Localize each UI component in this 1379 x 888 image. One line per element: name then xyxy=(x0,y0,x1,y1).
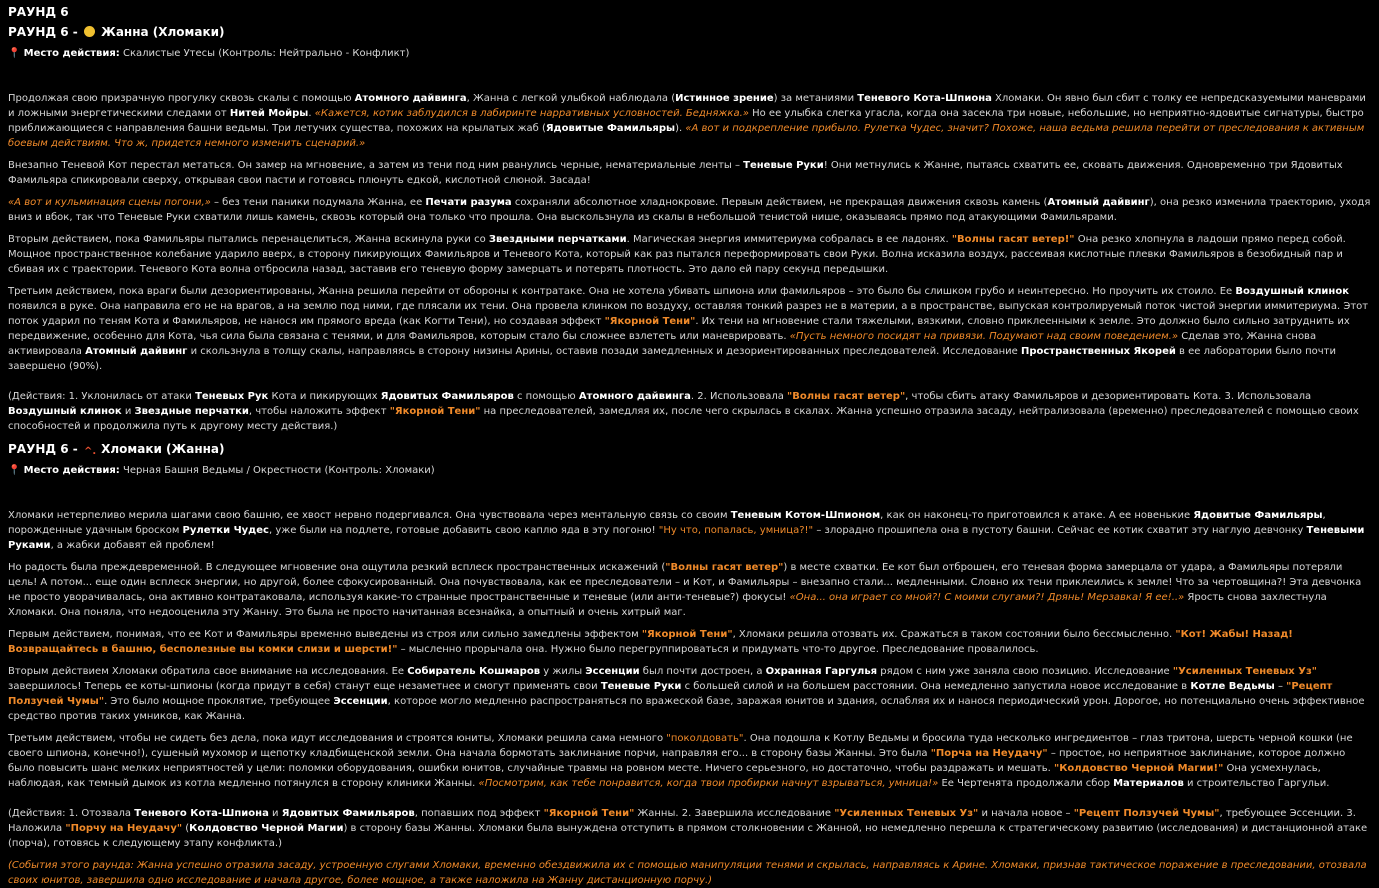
section1-paragraph-5: Третьим действием, пока враги были дезориентированы, Жанна решила перейти от обороны к контратаке. Она не хотела убивать шпиона или фамильяров – это было бы слишком грубо и неинтересно. Но проучить их стоило. Ее Воздушный клинок появился в руке. Она направила его не на врагов, а на землю под ними, где плясали их тени. Она провела клинком по воздуху, оставляя тонкий разрез не в материи, а в пространстве, выпуская контролируемый поток чистой энергии иммитериума. Этот поток ударил по теням Кота и Фамильяров, не нанося им прямого вреда (как Когти Тени), но создавая эффект "Якорной Тени". Их тени на мгновение стали тяжелыми, вязкими, словно приклеенными к земле. Это должно было сильно затруднить их передвижение, особенно для Кота, чья сила была связана с тенями, и для Фамильяров, которым стало бы сложнее взлететь или маневрировать. «Пусть немного посидят на привязи. Подумают над своим поведением.» Сделав это, Жанна снова активировала Атомный дайвинг и скользнула в толщу скалы, направляясь в сторону низины Арины, оставив позади замедленных и дезориентированных преследователей. Исследование Пространственных Якорей в ее лаборатории было почти завершено (90%). xyxy=(8,286,1369,372)
section1-paragraph-4: Вторым действием, пока Фамильяры пытались перенацелиться, Жанна вскинула руки со Звездными перчатками. Магическая энергия иммитериума собралась в ее ладонях. "Волны гасят ветер!" Она резко хлопнула в ладоши прямо перед собой. Мощное пространственное колебание ударило вверх, в сторону пикирующих Фамильяров и Теневого Кота, который как раз пытался переформировать свои Руки. Волна исказила воздух, рассеивая кислотные плевки Фамильяров в безобидный пар и сбивая их с траектории. Теневого Кота волна отбросила назад, заставив его теневую форму замерцать и потерять плотность. Это дало ей пару секунд передышки. xyxy=(8,234,1346,275)
section1-paragraph-3: «А вот и кульминация сцены погони,» – без тени паники подумала Жанна, ее Печати разума сохраняли абсолютное хладнокровие. Первым действием, не прекращая движения сквозь камень (Атомный дайвинг), она резко изменила траекторию, уходя вниз и вбок, так что Теневые Руки схватили лишь камень, сквозь который она только что прошла. Она выскользнула из скалы в небольшой тенистой нише, оказываясь прямо под атакующими Фамильярами. xyxy=(8,197,1371,223)
section2-location-label: Место действия: xyxy=(23,465,120,476)
section1-paragraph-1: Продолжая свою призрачную прогулку сквозь скалы с помощью Атомного дайвинга, Жанна с легкой улыбкой наблюдала (Истинное зрение) за метаниями Теневого Кота-Шпиона Хломаки. Он явно был сбит с толку ее непредсказуемыми маневрами и ложными энергетическими следами от Нитей Мойры. «Кажется, котик заблудился в лабиринте нарративных условностей. Бедняжка.» Но ее улыбка слегка угасла, когда она засекла три новые, небольшие, но неприятно-ядовитые сигнатуры, быстро приближающиеся с направления башни ведьмы. Три летучих существа, похожих на крылатых жаб (Ядовитые Фамильяры). «А вот и подкрепление прибыло. Рулетка Чудес, значит? Похоже, наша ведьма решила перейти от преследования к активным боевым действиям. Что ж, придется немного изменить сценарий.» xyxy=(8,93,1366,149)
round-summary: (События этого раунда: Жанна успешно отразила засаду, устроенную слугами Хломаки, временно обездвижила их с помощью манипуляции тенями и скрылась, направляясь к Арине. Хломаки, признав тактическое поражение в преследовании, отозвала своих юнитов, завершила одно исследование и начала другое, более мощное, а также наложила на Жанну дистанционную порчу.) xyxy=(8,860,1367,886)
section2-paragraph-4: Вторым действием Хломаки обратила свое внимание на исследования. Ее Собиратель Кошмаров у жилы Эссенции был почти достроен, а Охранная Гаргулья рядом с ним уже заняла свою позицию. Исследование "Усиленных Теневых Уз" завершилось! Теперь ее коты-шпионы (когда придут в себя) станут еще незаметнее и смогут применять свои Теневые Руки с большей силой и на большем расстоянии. Она немедленно запустила новое исследование в Котле Ведьмы – "Рецепт Ползучей Чумы". Это было мощное проклятие, требующее Эссенции, которое могло медленно распространяться по вражеской базе, заражая юнитов и здания, ослабляя их и нанося периодический урон. Дорогое, но потенциально очень эффективное средство против таких умников, как Жанна. xyxy=(8,666,1365,722)
section1-title xyxy=(8,24,1371,40)
section1-paragraph-2: Внезапно Теневой Кот перестал метаться. Он замер на мгновение, а затем из тени под ним рванулись черные, нематериальные ленты – Теневые Руки! Они метнулись к Жанне, пытаясь схватить ее, сковать движения. Одновременно три Ядовитых Фамильяра спикировали сверху, открывая свои пасти и готовясь плюнуть едкой, кислотной слюной. Засада! xyxy=(8,160,1343,186)
sly-face-emoji-icon xyxy=(84,26,95,37)
section2-paragraph-3: Первым действием, понимая, что ее Кот и Фамильяры временно выведены из строя или сильно замедлены эффектом "Якорной Тени", Хломаки решила отозвать их. Сражаться в таком состоянии было бессмысленно. "Кот! Жабы! Назад! Возвращайтесь в башню, бесполезные вы комки слизи и шерсти!" – мысленно прорычала она. Нужно было перегруппироваться и придумать что-то другое. Преследование провалилось. xyxy=(8,629,1293,655)
section2-actions: (Действия: 1. Отозвала Теневого Кота-Шпиона и Ядовитых Фамильяров, попавших под эффект "Якорной Тени" Жанны. 2. Завершила исследование "Усиленных Теневых Уз" и начала новое – "Рецепт Ползучей Чумы", требующее Эссенции. 3. Наложила "Порчу на Неудачу" (Колдовство Черной Магии) в сторону базы Жанны. Хломаки была вынуждена отступить в прямом столкновении с Жанной, но немедленно перешла к стратегическому развитию (исследования) и дистанционной атаке (порча), готовясь к следующему этапу конфликта.) xyxy=(8,808,1368,849)
section2-paragraph-2: Но радость была преждевременной. В следующее мгновение она ощутила резкий всплеск пространственных искажений ("Волны гасят ветер") в месте схватки. Ее кот был отброшен, его теневая форма замерцала от удара, а Фамильяры потеряли цель! А потом... еще один всплеск энергии, но другой, более сфокусированный. Она почувствовала, как ее преследователи – и Кот, и Фамильяры – внезапно стали... медленными. Словно их тени приклеились к земле! Что за чертовщина?! Эта девчонка не просто уворачивалась, она активно контратаковала, используя какие-то странные пространственные и теневые (или анти-теневые?) фокусы! «Она... она играет со мной?! С моими слугами?! Дрянь! Мерзавка! Я ее!..» Ярость снова захлестнула Хломаки. Она поняла, что недооценила эту Жанну. Это была не просто начитанная всезнайка, а опытный и очень хитрый маг. xyxy=(8,562,1362,618)
section2-title-prefix: РАУНД 6 - xyxy=(8,442,78,456)
section2-paragraph-1: Хломаки нетерпеливо мерила шагами свою башню, ее хвост нервно подергивался. Она чувствовала через ментальную связь со своим Теневым Котом-Шпионом, как он наконец-то приготовился к атаке. А ее новенькие Ядовитые Фамильяры, порожденные удачным броском Рулетки Чудес, уже были на подлете, готовые добавить свою каплю яда в эту погоню! "Ну что, попалась, умница?!" – злорадно прошипела она в пустоту башни. Сейчас ее котик схватит эту наглую девчонку Теневыми Руками, а жабки добавят ей проблем! xyxy=(8,510,1365,551)
section1-location xyxy=(8,46,1371,61)
section2-title xyxy=(8,441,1371,457)
section1-title-rest: Жанна (Хломаки) xyxy=(101,25,225,39)
section2-location xyxy=(8,463,1371,478)
section1-actions: (Действия: 1. Уклонилась от атаки Теневых Рук Кота и пикирующих Ядовитых Фамильяров с помощью Атомного дайвинга. 2. Использовала "Волны гасят ветер", чтобы сбить атаку Фамильяров и дезориентировать Кота. 3. Использовала Воздушный клинок и Звездные перчатки, чтобы наложить эффект "Якорной Тени" на преследователей, замедляя их, после чего скрылась в скалах. Жанна успешно отразила засаду, нейтрализовала (временно) преследователей с помощью своих способностей и продолжила путь к другому месту действия.) xyxy=(8,391,1359,432)
section2-title-rest: Хломаки (Жанна) xyxy=(101,442,225,456)
section2-location-value: Черная Башня Ведьмы / Окрестности (Контроль: Хломаки) xyxy=(122,465,435,476)
section1-title-prefix: РАУНД 6 - xyxy=(8,25,78,39)
round-header: РАУНД 6 xyxy=(8,5,69,19)
section2-paragraph-5: Третьим действием, чтобы не сидеть без дела, пока идут исследования и строятся юниты, Хломаки решила сама немного "поколдовать". Она подошла к Котлу Ведьмы и бросила туда несколько ингредиентов – глаз тритона, шерсть черной кошки (не своего шпиона, конечно!), сушеный мухомор и щепотку кладбищенской земли. Она начала бормотать заклинание порчи, направляя его... в сторону базы Жанны. Это была "Порча на Неудачу" – простое, но неприятное заклинание, которое должно было повысить шанс мелких неприятностей у цели: поломки оборудования, ошибки юнитов, случайные травмы на ровном месте. Ничего серьезного, но достаточно, чтобы раздражать и мешать. "Колдовство Черной Магии!" Она усмехнулась, наблюдая, как темный дымок из котла медленно потянулся в сторону клиники Жанны. «Посмотрим, как тебе понравится, когда твои пробирки начнут взрываться, умница!» Ее Чертенята продолжали сбор Материалов и строительство Гаргульи. xyxy=(8,733,1353,789)
section1-location-label: Место действия: xyxy=(23,48,120,59)
cat-paw-emoji-icon: ^. xyxy=(83,446,97,457)
pin-icon: 📍 xyxy=(8,48,21,59)
section1-location-value: Скалистые Утесы (Контроль: Нейтрально - Конфликт) xyxy=(122,48,410,59)
spacer xyxy=(8,798,1371,806)
pin-icon: 📍 xyxy=(8,465,21,476)
spacer xyxy=(8,381,1371,389)
